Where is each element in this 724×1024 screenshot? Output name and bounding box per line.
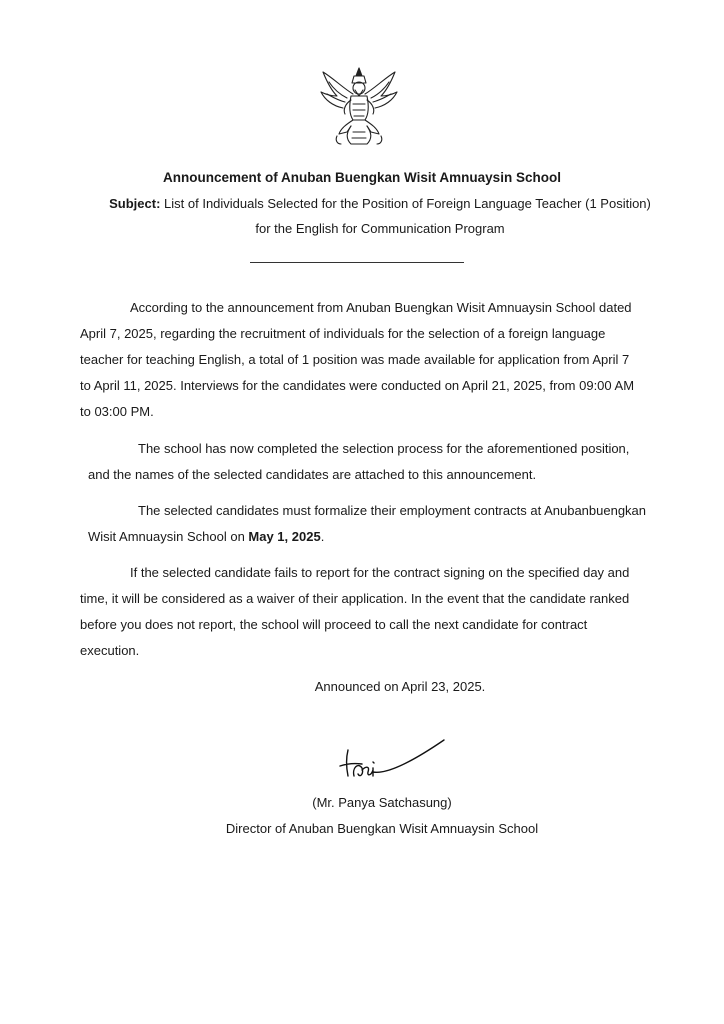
- paragraph-waiver: If the selected candidate fails to report for the contract signing on the specified day and time, it will be considered as a waiver of their application. In the event that the candidate ranked before you does not report, the school will proceed to call the next candidate for contract execution.: [80, 565, 630, 658]
- contract-text-end: .: [320, 529, 325, 544]
- subject-line: [40, 195, 720, 213]
- garuda-emblem-icon: [317, 66, 401, 148]
- contract-text: The selected candidates must formalize their employment contracts at Anubanbuengkan Wisit Amnuaysin School on: [88, 503, 647, 544]
- signer-title: Director of Anuban Buengkan Wisit Amnuaysin School: [225, 821, 539, 836]
- signer-name: (Mr. Panya Satchasung): [312, 795, 452, 810]
- announced-date: Announced on April 23, 2025.: [314, 679, 486, 694]
- paragraph-contract: [88, 498, 648, 550]
- paragraph-selection-complete: The school has now completed the selection process for the aforementioned position, and the names of the selected candidates are attached to this announcement.: [88, 441, 630, 482]
- subject-text: List of Individuals Selected for the Position of Foreign Language Teacher (1 Position): [160, 196, 651, 211]
- signature-icon: [336, 736, 448, 786]
- paragraph-recruitment: According to the announcement from Anuban Buengkan Wisit Amnuaysin School dated April 7, 2025, regarding the recruitment of individuals for the selection of a foreign language teacher for teaching English, a total of 1 position was made available for application from April 7 to April 11, 2025. Interviews for the candidates were conducted on April 21, 2025, from 09:00 AM to 03:00 PM.: [80, 300, 635, 419]
- announcement-title: Announcement of Anuban Buengkan Wisit Amnuaysin School: [163, 170, 561, 185]
- subject-line-2: for the English for Communication Program: [255, 221, 505, 236]
- title-divider: [250, 262, 464, 263]
- contract-date: May 1, 2025: [248, 529, 321, 544]
- subject-label: Subject:: [109, 196, 161, 211]
